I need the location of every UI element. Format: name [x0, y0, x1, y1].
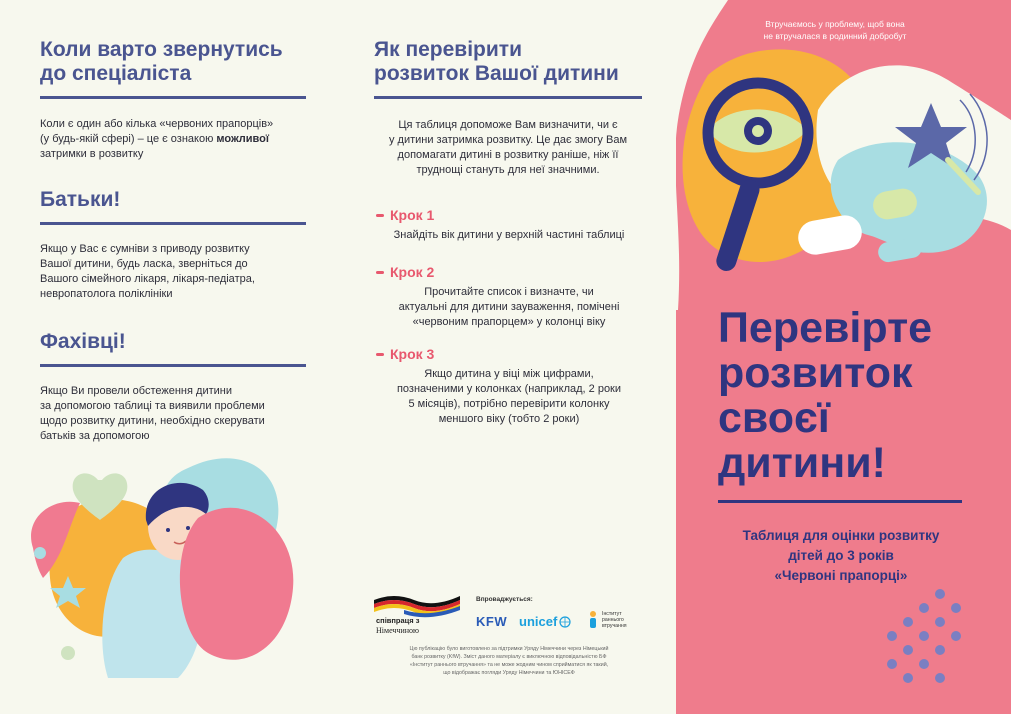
cover-tagline: Втручаємось у проблему, щоб вона не втручалася в родинний добробут: [763, 19, 907, 41]
child-illustration: [28, 448, 308, 688]
eye-pupil-shape: [752, 125, 764, 137]
step-label: Крок 3: [390, 346, 435, 362]
section-text-specialists: Якщо Ви провели обстеження дитини за допомогою таблиці та виявили проблеми щодо розвитку дитини, необхідно скерувати батьків за допомогою: [40, 385, 265, 442]
step-1: [376, 207, 642, 243]
divider: [40, 96, 306, 99]
dot-shape: [34, 547, 46, 559]
divider: [40, 364, 306, 367]
partner-logos: [374, 592, 644, 642]
step-text: Знайдіть вік дитини у верхній частині таблиці: [393, 229, 625, 241]
step-text: Прочитайте список і визначте, чи актуальні для дитини зауваження, помічені «червоним прапорцем» у колонці віку: [398, 286, 620, 328]
left-panel: [40, 38, 306, 444]
cover-subtitle: Таблиця для оцінки розвитку дітей до 3 років «Червоні прапорці»: [742, 528, 940, 583]
cooperation-text-2: Німеччиною: [376, 626, 419, 635]
unicef-globe-icon: [559, 616, 571, 628]
step-3: [376, 346, 642, 427]
step-label: Крок 2: [390, 264, 435, 280]
divider: [40, 222, 306, 225]
section-parents: [40, 188, 306, 302]
germany-cooperation-logo: [374, 592, 464, 638]
dots: [887, 589, 961, 683]
section-text-when-to-see-specialist: Коли є один або кілька «червоних прапорців» (у будь-якій сфері) – це є ознакою можливої затримки в розвитку: [40, 118, 274, 160]
disclaimer-text: Цю публікацію було виготовлено за підтримки Уряду Німеччини через Німецький банк розвитку (KfW). Зміст даного матеріалу є виключною відповідальністю БФ «Інститут раннього втручання» та не може жодним чином сприйматися як такий, що відображає погляди Уряду Німеччини та ЮНІСЕФ: [409, 646, 609, 676]
cover-divider: [718, 500, 962, 503]
supported-by-label: Впроваджується:: [476, 596, 533, 603]
eye-shape: [166, 528, 170, 532]
section-specialists: [40, 330, 306, 444]
step-marker: [376, 271, 384, 274]
intro-text: Ця таблиця допоможе Вам визначити, чи є у дитини затримка розвитку. Це дає змогу Вам допомагати дитині в розвитку раніше, ніж її труднощі стануть для неї значними.: [388, 119, 628, 176]
dot-shape: [61, 646, 75, 660]
unicef-text: unicef: [519, 614, 558, 629]
section-title-how-to-check: Як перевірити розвиток Вашої дитини: [374, 38, 619, 85]
middle-panel: [374, 38, 642, 427]
section-text-parents: Якщо у Вас є сумніви з приводу розвитку Вашої дитини, будь ласка, зверніться до Вашого сімейного лікаря, лікаря-педіатра, невропатолога поліклініки: [40, 243, 255, 300]
section-title-when-to-see-specialist: Коли варто звернутись до спеціаліста: [40, 38, 283, 85]
step-marker: [376, 353, 384, 356]
pink-leaf-large-shape: [180, 508, 293, 660]
dot-pattern: [880, 588, 980, 688]
step-text: Якщо дитина у віці між цифрами, позначеними у колонках (наприклад, 2 роки 5 місяців), потрібно перевірити колонку меншого віку (тобто 2 роки): [396, 368, 622, 425]
step-marker: [376, 214, 384, 217]
step-label: Крок 1: [390, 207, 435, 223]
divider: [374, 96, 642, 99]
unicef-logo: [519, 614, 571, 629]
kfw-logo: KFW: [476, 614, 508, 629]
institute-logo: Інститут раннього втручання: [587, 610, 627, 630]
section-when-to-see-specialist: [40, 38, 306, 162]
cooperation-text-1: співпраця з: [376, 616, 420, 625]
eye-shape: [186, 526, 190, 530]
institute-figure-icon: [587, 610, 599, 630]
cover-title: Перевірте розвиток своєї дитини!: [718, 304, 933, 487]
section-title-specialists: Фахівці!: [40, 330, 126, 353]
step-2: [376, 264, 642, 330]
section-title-parents: Батьки!: [40, 188, 121, 211]
cover-illustration: [648, 0, 1011, 310]
